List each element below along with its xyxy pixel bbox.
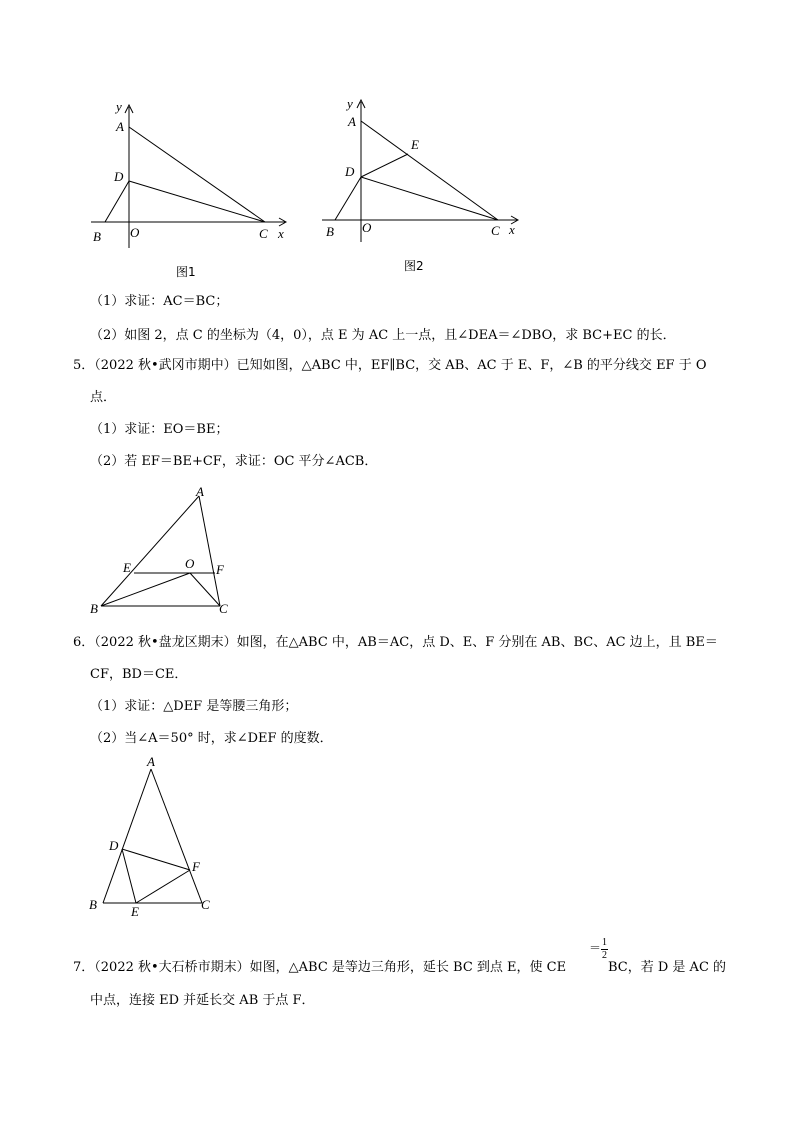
label-E: E (131, 904, 139, 919)
label-C: C (201, 897, 210, 912)
q7-header-cont: 中点，连接 ED 并延长交 AB 于点 F． (90, 993, 315, 1008)
q7-header-b: BC，若 D 是 AC 的 (608, 960, 727, 975)
segment-DE (361, 154, 408, 177)
label-O: O (185, 556, 195, 571)
q4-part1: （1）求证：AC＝BC； (90, 294, 229, 309)
segment-AC (151, 769, 202, 903)
figure-2-caption: 图2 (404, 259, 424, 273)
label-B: B (90, 601, 98, 616)
label-B: B (326, 224, 334, 239)
q6-header: 6．（2022 秋•盘龙区期末）如图，在△ABC 中，AB＝AC，点 D、E、F 分别在 AB、BC、AC 边上，且 BE＝ (73, 635, 718, 650)
q7-fraction-numerator: 1 (602, 937, 607, 948)
q5-part2: （2）若 EF＝BE+CF，求证：OC 平分∠ACB． (90, 454, 378, 469)
segment-BD (335, 177, 361, 220)
label-C: C (491, 223, 500, 238)
label-F: F (216, 562, 224, 577)
segment-EF (136, 870, 190, 903)
segment-AB (101, 496, 199, 606)
label-C: C (259, 226, 268, 241)
label-A: A (348, 114, 356, 129)
label-y: y (347, 96, 353, 111)
figure-q6 (85, 752, 225, 922)
segment-DC (361, 177, 498, 220)
figure-q5 (85, 482, 245, 617)
q7-header-a: 7．（2022 秋•大石桥市期末）如图，△ABC 是等边三角形，延长 BC 到点 E，使 CE (73, 960, 567, 975)
segment-DE (122, 849, 136, 903)
q4-part2: （2）如图 2，点 C 的坐标为（4，0），点 E 为 AC 上一点，且∠DEA＝∠DBO，求 BC+EC 的长． (90, 328, 676, 343)
figure-1 (85, 95, 300, 260)
q5-header-cont: 点． (90, 390, 117, 405)
figure-2 (315, 90, 530, 250)
q5-header: 5．（2022 秋•武冈市期中）已知如图，△ABC 中，EF∥BC，交 AB、AC 于 E、F，∠B 的平分线交 EF 于 O (73, 358, 707, 373)
q6-header-cont: CF，BD＝CE． (90, 667, 188, 682)
segment-AB (103, 769, 151, 903)
label-x: x (509, 222, 515, 237)
label-B: B (93, 229, 101, 244)
label-O: O (130, 225, 140, 240)
label-C: C (219, 601, 228, 616)
segment-DC (129, 181, 265, 222)
label-O: O (362, 220, 372, 235)
label-E: E (123, 560, 131, 575)
q7-fraction-denominator: 2 (602, 950, 607, 961)
label-F: F (192, 859, 200, 874)
q6-part1: （1）求证：△DEF 是等腰三角形； (90, 699, 298, 714)
label-x: x (278, 226, 284, 241)
q6-part2: （2）当∠A＝50° 时，求∠DEF 的度数． (90, 731, 333, 746)
label-D: D (109, 838, 119, 853)
label-D: D (345, 164, 355, 179)
segment-OC (190, 573, 220, 606)
segment-AC (129, 127, 265, 222)
label-A: A (116, 119, 124, 134)
segment-BO (101, 573, 190, 606)
label-E: E (411, 137, 419, 152)
segment-AC (199, 496, 220, 606)
label-B: B (89, 897, 97, 912)
q5-part1: （1）求证：EO＝BE； (90, 422, 229, 437)
label-y: y (116, 99, 122, 114)
segment-BD (105, 181, 129, 222)
segment-DF (122, 849, 190, 870)
label-A: A (196, 484, 204, 499)
label-D: D (114, 169, 124, 184)
label-A: A (147, 754, 155, 769)
q7-equals: ＝ (589, 941, 602, 955)
figure-1-caption: 图1 (176, 265, 196, 279)
segment-AC (361, 121, 498, 220)
